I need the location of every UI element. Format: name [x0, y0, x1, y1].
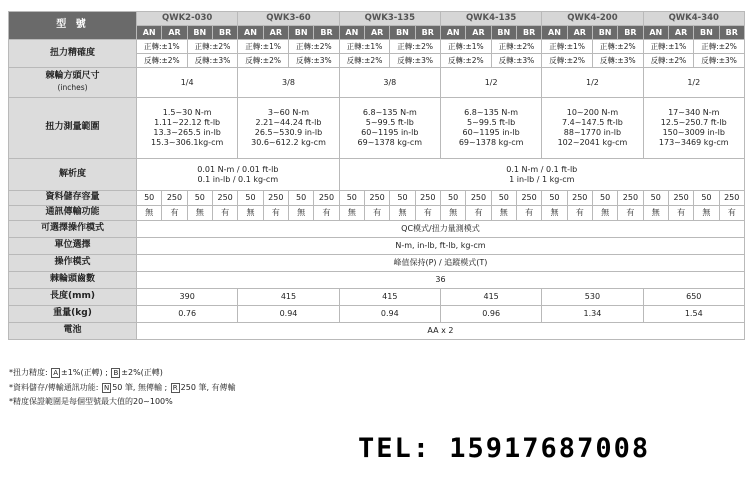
range-line: 15.3~306.1kg-cm [151, 138, 224, 147]
range-line: 1.11~22.12 ft-lb [154, 118, 221, 127]
memory-value: 50 [339, 191, 364, 206]
range-line: 6.8~135 N-m [464, 108, 519, 117]
units-label: 單位選擇 [9, 238, 137, 255]
range-row [9, 98, 745, 159]
range-value [440, 98, 541, 159]
range-line: 3~60 N-m [267, 108, 310, 117]
variant-header: AR [364, 26, 389, 40]
opmode-label: 操作模式 [9, 255, 137, 272]
comm-label: 通訊傳輸功能 [9, 206, 137, 221]
memory-value: 50 [137, 191, 162, 206]
phone-number: TEL: 15917687008 [358, 433, 651, 464]
weight-value: 0.94 [339, 306, 440, 323]
resolution-coarse-line1: 0.1 N-m / 0.1 ft-lb [506, 164, 578, 174]
model-name: QWK4-200 [542, 12, 643, 26]
resolution-coarse-line2: 1 in-lb / 1 kg-cm [509, 174, 575, 184]
modes-row [9, 221, 745, 238]
variant-header: BR [314, 26, 339, 40]
range-line: 69~1378 kg-cm [357, 138, 423, 147]
accuracy-ccw-b: 反轉:±3% [187, 54, 238, 68]
model-name: QWK2-030 [137, 12, 238, 26]
comm-value: 無 [440, 206, 465, 221]
range-line: 60~1195 in-lb [361, 128, 419, 137]
variant-header: BR [415, 26, 440, 40]
accuracy-cw-a: 正轉:±1% [238, 40, 289, 54]
memory-value: 50 [491, 191, 516, 206]
footnotes [9, 366, 236, 410]
comm-value: 無 [643, 206, 668, 221]
units-value: N-m, in-lb, ft-lb, kg-cm [137, 238, 745, 255]
memory-value: 250 [364, 191, 389, 206]
range-line: 30.6~612.2 kg-cm [251, 138, 326, 147]
range-line: 69~1378 kg-cm [458, 138, 524, 147]
memory-value: 50 [440, 191, 465, 206]
opmode-row [9, 255, 745, 272]
range-line: 1.5~30 N-m [162, 108, 212, 117]
battery-label: 電池 [9, 323, 137, 340]
accuracy-ccw-a: 反轉:±2% [137, 54, 188, 68]
accuracy-cw-a: 正轉:±1% [542, 40, 593, 54]
accuracy-ccw-a: 反轉:±2% [643, 54, 694, 68]
comm-value: 無 [542, 206, 567, 221]
model-name: QWK3-135 [339, 12, 440, 26]
resolution-fine [137, 159, 340, 191]
footnote-storage [9, 381, 236, 396]
footnote-range: *精度保證範圍是每個型號最大值的20~100% [9, 397, 173, 406]
memory-value: 50 [238, 191, 263, 206]
memory-value: 250 [618, 191, 643, 206]
comm-value: 有 [719, 206, 744, 221]
accuracy-cw-b: 正轉:±2% [288, 40, 339, 54]
comm-value: 有 [516, 206, 541, 221]
variant-header: AR [567, 26, 592, 40]
accuracy-ccw-a: 反轉:±2% [339, 54, 390, 68]
footnote-text: *扭力精度: [9, 368, 51, 377]
variant-header: BR [719, 26, 744, 40]
range-line: 5~99.5 ft-lb [467, 118, 516, 127]
resolution-fine-line1: 0.01 N-m / 0.01 ft-lb [197, 164, 279, 174]
range-value [542, 98, 643, 159]
range-line: 26.5~530.9 in-lb [254, 128, 323, 137]
weight-value: 0.94 [238, 306, 339, 323]
comm-value: 無 [137, 206, 162, 221]
accuracy-ccw-b: 反轉:±3% [592, 54, 643, 68]
range-value [238, 98, 339, 159]
variant-header: BR [212, 26, 237, 40]
drive-size-unit: (inches) [57, 82, 88, 92]
footnote-text: ±1%(正轉) ; [61, 368, 111, 377]
variant-header: BN [694, 26, 719, 40]
memory-value: 250 [212, 191, 237, 206]
memory-value: 250 [567, 191, 592, 206]
modes-value: QC模式/扭力量測模式 [137, 221, 745, 238]
comm-value: 無 [339, 206, 364, 221]
comm-value: 有 [567, 206, 592, 221]
weight-label: 重量(kg) [9, 306, 137, 323]
variant-header: AN [643, 26, 668, 40]
battery-value: AA x 2 [137, 323, 745, 340]
range-line: 7.4~147.5 ft-lb [562, 118, 623, 127]
variant-header: AN [339, 26, 364, 40]
drive-size-label [9, 68, 137, 98]
range-line: 2.21~44.24 ft-lb [255, 118, 322, 127]
memory-value: 250 [415, 191, 440, 206]
variant-header: BN [288, 26, 313, 40]
footnote-text: 50 筆, 無傳輸 ; [112, 382, 170, 392]
variant-header: AR [263, 26, 288, 40]
accuracy-ccw-b: 反轉:±3% [390, 54, 441, 68]
resolution-fine-line2: 0.1 in-lb / 0.1 kg-cm [197, 174, 279, 184]
accuracy-cw-a: 正轉:±1% [440, 40, 491, 54]
memory-value: 50 [187, 191, 212, 206]
memory-value: 50 [694, 191, 719, 206]
grade-badge-a: A [53, 369, 59, 377]
weight-value: 0.96 [440, 306, 541, 323]
memory-value: 250 [466, 191, 491, 206]
accuracy-cw-b: 正轉:±2% [491, 40, 542, 54]
accuracy-cw-a: 正轉:±1% [643, 40, 694, 54]
model-name: QWK4-340 [643, 12, 744, 26]
drive-size-value: 1/4 [137, 68, 238, 98]
weight-value: 0.76 [137, 306, 238, 323]
comm-value: 無 [238, 206, 263, 221]
model-row [9, 12, 745, 26]
comm-value: 無 [592, 206, 617, 221]
accuracy-ccw-b: 反轉:±3% [694, 54, 745, 68]
resolution-coarse [339, 159, 744, 191]
variant-header: AN [440, 26, 465, 40]
opmode-value: 峰值保持(P) / 追蹤模式(T) [137, 255, 745, 272]
variant-header: BR [516, 26, 541, 40]
variant-header: BN [187, 26, 212, 40]
weight-value: 1.54 [643, 306, 744, 323]
range-value [339, 98, 440, 159]
comm-value: 無 [390, 206, 415, 221]
range-value [643, 98, 744, 159]
range-line: 5~99.5 ft-lb [365, 118, 414, 127]
accuracy-ccw-a: 反轉:±2% [440, 54, 491, 68]
accuracy-cw-b: 正轉:±2% [694, 40, 745, 54]
range-line: 12.5~250.7 ft-lb [660, 118, 727, 127]
accuracy-cw-b: 正轉:±2% [390, 40, 441, 54]
spec-table [8, 11, 745, 340]
range-line: 173~3469 kg-cm [658, 138, 729, 147]
drive-size-value: 1/2 [542, 68, 643, 98]
accuracy-cw-b: 正轉:±2% [187, 40, 238, 54]
model-name: QWK4-135 [440, 12, 541, 26]
memory-value: 250 [263, 191, 288, 206]
footnote-text: ±2%(正轉) [121, 368, 163, 377]
comm-value: 有 [212, 206, 237, 221]
accuracy-cw-a: 正轉:±1% [137, 40, 188, 54]
memory-value: 50 [390, 191, 415, 206]
length-row [9, 289, 745, 306]
memory-row [9, 191, 745, 206]
variant-header: BN [491, 26, 516, 40]
memory-value: 50 [542, 191, 567, 206]
teeth-row [9, 272, 745, 289]
footnote-text: 250 筆, 有傳輸 [180, 382, 236, 392]
comm-value: 有 [466, 206, 491, 221]
battery-row [9, 323, 745, 340]
comm-value: 有 [263, 206, 288, 221]
units-row [9, 238, 745, 255]
length-value: 415 [440, 289, 541, 306]
range-line: 13.3~265.5 in-lb [153, 128, 221, 137]
memory-value: 50 [592, 191, 617, 206]
drive-size-row [9, 68, 745, 98]
option-badge-n: N [103, 383, 110, 392]
variant-header: BN [390, 26, 415, 40]
range-line: 17~340 N-m [668, 108, 720, 117]
accuracy-cw-b: 正轉:±2% [592, 40, 643, 54]
range-label: 扭力測量範圍 [9, 98, 137, 159]
comm-value: 有 [162, 206, 187, 221]
length-value: 650 [643, 289, 744, 306]
accuracy-ccw-a: 反轉:±2% [542, 54, 593, 68]
range-line: 6.8~135 N-m [362, 108, 417, 117]
resolution-row [9, 159, 745, 191]
variant-header: AN [137, 26, 162, 40]
option-badge-r: R [172, 383, 178, 392]
variant-header: AN [542, 26, 567, 40]
variant-header: AN [238, 26, 263, 40]
drive-size-value: 3/8 [339, 68, 440, 98]
accuracy-ccw-b: 反轉:±3% [288, 54, 339, 68]
teeth-label: 棘輪頭齒數 [9, 272, 137, 289]
range-line: 10~200 N-m [566, 108, 619, 117]
range-line: 88~1770 in-lb [563, 128, 622, 137]
memory-value: 50 [643, 191, 668, 206]
comm-value: 有 [415, 206, 440, 221]
memory-value: 250 [314, 191, 339, 206]
model-name: QWK3-60 [238, 12, 339, 26]
variant-header: BR [618, 26, 643, 40]
grade-badge-b: B [113, 369, 119, 377]
range-line: 102~2041 kg-cm [557, 138, 628, 147]
length-value: 415 [238, 289, 339, 306]
variant-header: AR [466, 26, 491, 40]
memory-value: 250 [516, 191, 541, 206]
accuracy-row-cw [9, 40, 745, 54]
comm-row [9, 206, 745, 221]
footnote-text: *資料儲存/傳輸通訊功能: [9, 382, 101, 392]
comm-value: 有 [314, 206, 339, 221]
comm-value: 有 [618, 206, 643, 221]
weight-value: 1.34 [542, 306, 643, 323]
memory-value: 250 [668, 191, 693, 206]
length-label: 長度(mm) [9, 289, 137, 306]
teeth-value: 36 [137, 272, 745, 289]
length-value: 530 [542, 289, 643, 306]
memory-value: 250 [162, 191, 187, 206]
memory-label: 資料儲存容量 [9, 191, 137, 206]
variant-header: AR [668, 26, 693, 40]
accuracy-label: 扭力精確度 [9, 40, 137, 68]
range-line: 150~3009 in-lb [662, 128, 725, 137]
comm-value: 無 [694, 206, 719, 221]
comm-value: 有 [668, 206, 693, 221]
footnote-accuracy [9, 366, 236, 381]
comm-value: 有 [364, 206, 389, 221]
accuracy-cw-a: 正轉:±1% [339, 40, 390, 54]
comm-value: 無 [491, 206, 516, 221]
length-value: 415 [339, 289, 440, 306]
drive-size-title: 棘輪方頭尺寸 [45, 71, 100, 82]
length-value: 390 [137, 289, 238, 306]
range-value [137, 98, 238, 159]
drive-size-value: 1/2 [643, 68, 744, 98]
accuracy-ccw-a: 反轉:±2% [238, 54, 289, 68]
variant-header: BN [592, 26, 617, 40]
memory-value: 250 [719, 191, 744, 206]
variant-header: AR [162, 26, 187, 40]
accuracy-ccw-b: 反轉:±3% [491, 54, 542, 68]
comm-value: 無 [187, 206, 212, 221]
modes-label: 可選擇操作模式 [9, 221, 137, 238]
model-header-label: 型 號 [9, 12, 137, 40]
weight-row [9, 306, 745, 323]
resolution-label: 解析度 [9, 159, 137, 191]
drive-size-value: 1/2 [440, 68, 541, 98]
comm-value: 無 [288, 206, 313, 221]
memory-value: 50 [288, 191, 313, 206]
range-line: 60~1195 in-lb [462, 128, 520, 137]
drive-size-value: 3/8 [238, 68, 339, 98]
